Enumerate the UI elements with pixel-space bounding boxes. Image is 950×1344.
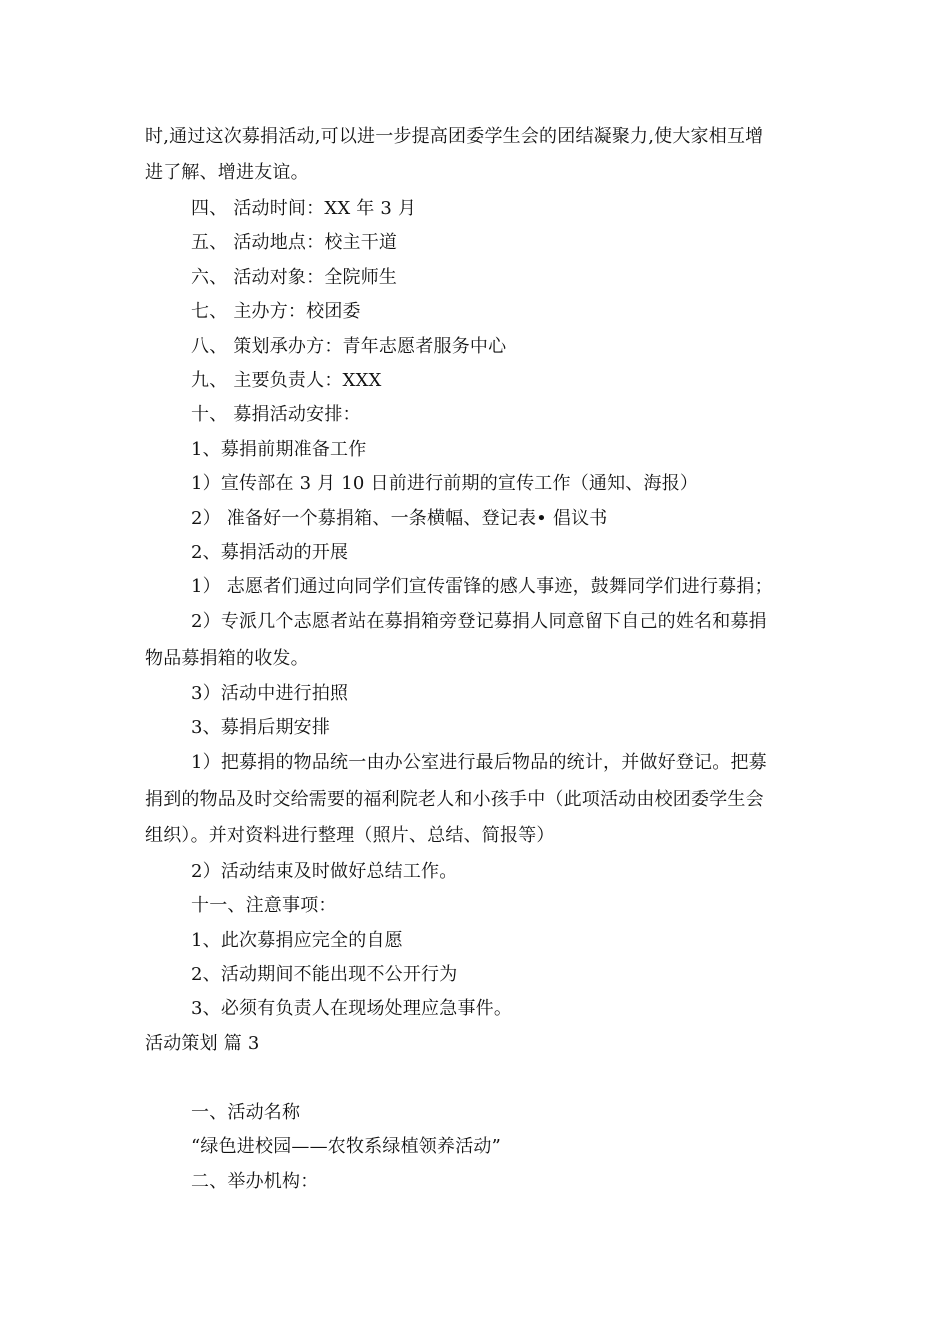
subsection-heading: 3、募捐后期安排	[191, 717, 331, 738]
list-item: 3、必须有负责人在现场处理应急事件。	[191, 998, 513, 1019]
list-item: 1）把募捐的物品统一由办公室进行最后物品的统计，并做好登记。把募	[191, 752, 767, 773]
list-item: 八、 策划承办方：青年志愿者服务中心	[191, 336, 507, 357]
paragraph-line: 进了解、增进友谊。	[145, 162, 309, 183]
list-item: 九、 主要负责人：XXX	[191, 370, 382, 391]
list-item: 3）活动中进行拍照	[191, 683, 349, 704]
list-item: 五、 活动地点：校主干道	[191, 232, 398, 253]
subsection-heading: 1、募捐前期准备工作	[191, 439, 367, 460]
section-heading: 二、举办机构：	[191, 1171, 319, 1192]
list-item: 十、 募捐活动安排：	[191, 404, 361, 425]
list-item: 1） 志愿者们通过向同学们宣传雷锋的感人事迹，鼓舞同学们进行募捐；	[191, 576, 773, 597]
paragraph-line: 组织）。并对资料进行整理（照片、总结、简报等）	[145, 825, 555, 846]
paragraph-line: 捐到的物品及时交给需要的福利院老人和小孩手中（此项活动由校团委学生会	[145, 789, 764, 810]
paragraph-line: 物品募捐箱的收发。	[145, 648, 309, 669]
list-item: 2）专派几个志愿者站在募捐箱旁登记募捐人同意留下自己的姓名和募捐	[191, 611, 767, 632]
subsection-heading: 2、募捐活动的开展	[191, 542, 349, 563]
list-item: 六、 活动对象：全院师生	[191, 267, 398, 288]
section-heading: 一、活动名称	[191, 1102, 301, 1123]
list-item: 四、 活动时间：XX 年 3 月	[191, 198, 417, 219]
article-title: 活动策划 篇 3	[145, 1033, 260, 1054]
list-item: 七、 主办方：校团委	[191, 301, 361, 322]
section-heading: 十一、注意事项：	[191, 895, 337, 916]
list-item: 1、此次募捐应完全的自愿	[191, 930, 403, 951]
list-item: 2） 准备好一个募捐箱、一条横幅、登记表• 倡议书	[191, 508, 608, 529]
list-item: 1）宣传部在 3 月 10 日前进行前期的宣传工作（通知、海报）	[191, 473, 699, 494]
list-item: 2、活动期间不能出现不公开行为	[191, 964, 458, 985]
list-item: 2）活动结束及时做好总结工作。	[191, 861, 458, 882]
paragraph-line: 时,通过这次募捐活动,可以进一步提高团委学生会的团结凝聚力,使大家相互增	[145, 126, 764, 147]
activity-name: “绿色进校园——农牧系绿植领养活动”	[191, 1136, 502, 1157]
